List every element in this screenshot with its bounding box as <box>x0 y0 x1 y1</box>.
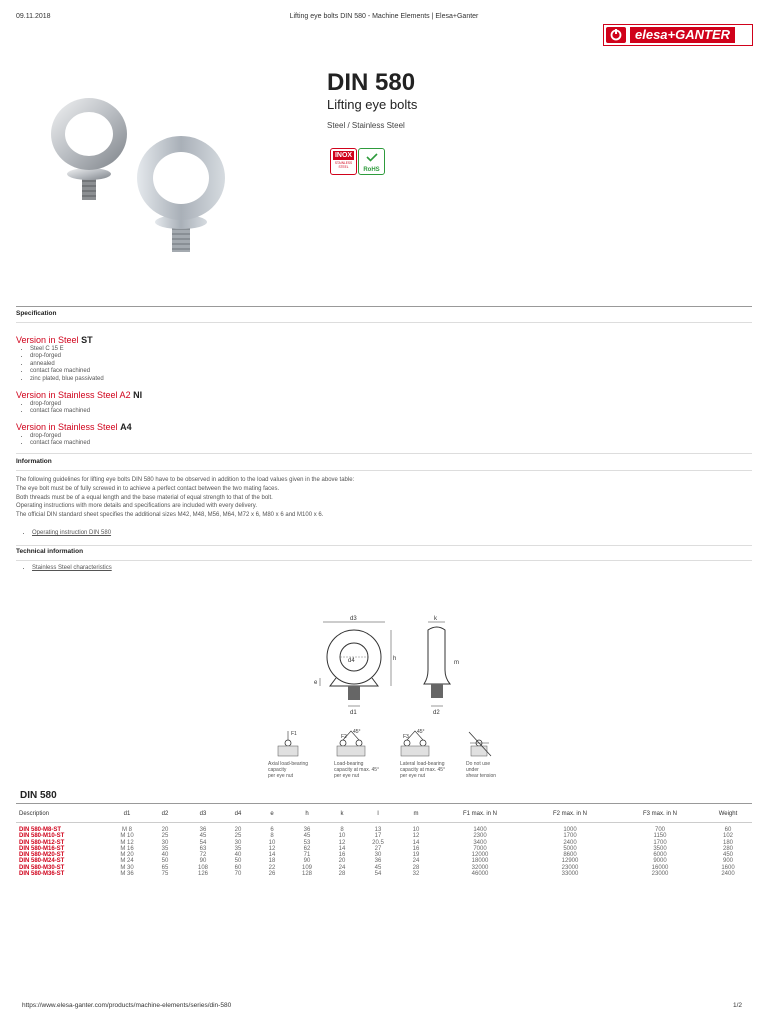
table-cell: 12 <box>268 845 276 852</box>
list-item: • drop-forged <box>30 433 90 440</box>
table-cell: 24 <box>412 858 420 865</box>
table-cell: 25 <box>161 833 169 840</box>
logo-text: elesa+GANTER <box>630 27 735 43</box>
version-a2-list <box>20 401 90 416</box>
table-cell: 280 <box>722 845 733 852</box>
dim-d3: d3 <box>350 616 357 622</box>
logo-icon <box>606 27 626 43</box>
table-cell: 126 <box>197 871 208 878</box>
table-cell: 36 <box>303 827 311 833</box>
divider <box>16 306 752 307</box>
table-cell: 71 <box>303 852 311 859</box>
operating-instruction-link[interactable]: Operating instruction DIN 580 <box>32 530 112 536</box>
info-line: Operating instructions with more details and specifications are included with every delivery. <box>16 503 258 510</box>
table-cell: 50 <box>161 858 169 865</box>
list-item: • annealed <box>30 361 104 368</box>
table-cell: 6000 <box>653 852 667 859</box>
col-d1: d1 <box>108 806 146 823</box>
info-line: The official DIN standard sheet specifies the additional sizes M42, M48, M56, M64, M72 x 6, M80 x 6 and M100 x 6. <box>16 512 324 519</box>
table-cell: 17 <box>374 833 382 840</box>
divider <box>16 322 752 323</box>
dim-k: k <box>434 616 437 622</box>
col-f2: F2 max. in N <box>524 806 616 823</box>
col-d3: d3 <box>184 806 222 823</box>
table-cell: 63 <box>199 845 207 852</box>
technical-links <box>22 565 112 572</box>
table-cell-description[interactable]: DIN 580-M16-ST <box>19 845 65 852</box>
col-k: k <box>324 806 360 823</box>
table-cell: 14 <box>268 852 276 859</box>
technical-drawing <box>300 612 480 722</box>
table-cell: 54 <box>374 871 382 878</box>
list-item: • Steel C 15 E <box>30 346 104 353</box>
info-line: The following guidelines for lifting eye bolts DIN 580 have to be observed in addition to the load values given in the above table: <box>16 477 355 483</box>
table-cell: 12900 <box>561 858 579 865</box>
specification-heading: Specification <box>16 310 57 317</box>
dim-d1: d1 <box>350 710 357 716</box>
table-cell: 9000 <box>653 858 667 865</box>
table-cell: 1700 <box>563 833 577 840</box>
product-image <box>30 90 250 260</box>
table-cell: 32 <box>412 871 420 878</box>
table-cell: 20 <box>234 827 242 833</box>
dimensions-table <box>16 806 752 877</box>
table-cell: 180 <box>722 839 733 846</box>
divider <box>16 803 752 804</box>
table-cell: 25 <box>234 833 242 840</box>
load-diagrams <box>265 728 515 760</box>
inox-badge-label: INOX <box>334 152 353 159</box>
inox-badge-sub: STAINLESS STEEL <box>334 161 353 169</box>
table-cell: 36 <box>374 858 382 865</box>
table-cell: M 24 <box>120 858 134 865</box>
table-row <box>16 823 752 834</box>
table-cell: 109 <box>301 864 312 871</box>
product-name: Lifting eye bolts <box>327 97 418 112</box>
table-cell: M 16 <box>120 845 134 852</box>
table-cell: M 8 <box>121 827 132 833</box>
table-cell: 36 <box>199 827 207 833</box>
table-cell: 19 <box>412 852 420 859</box>
divider <box>16 545 752 546</box>
table-header-row <box>16 806 752 823</box>
dim-d4: d4 <box>348 658 355 664</box>
table-cell: 65 <box>161 864 169 871</box>
table-cell: 45 <box>374 864 382 871</box>
table-cell-description[interactable]: DIN 580-M12-ST <box>19 839 65 846</box>
table-cell: 28 <box>412 864 420 871</box>
table-cell: 3500 <box>653 845 667 852</box>
table-cell: 35 <box>161 845 169 852</box>
table-cell: 40 <box>234 852 242 859</box>
technical-heading: Technical information <box>16 548 84 555</box>
brand-logo[interactable] <box>603 24 753 46</box>
list-item: • drop-forged <box>30 353 104 360</box>
table-cell: 14 <box>338 845 346 852</box>
col-h: h <box>290 806 324 823</box>
force-f3: F3 <box>403 734 409 740</box>
table-cell: 75 <box>161 871 169 878</box>
information-links <box>22 530 111 537</box>
table-cell: 60 <box>724 827 732 833</box>
divider <box>16 470 752 471</box>
table-cell: 27 <box>374 845 382 852</box>
table-cell: 16 <box>338 852 346 859</box>
rohs-badge <box>358 148 385 175</box>
table-cell: 7000 <box>473 845 487 852</box>
version-a2-title: Version in Stainless Steel A2 NI <box>16 390 143 400</box>
table-cell: 30 <box>234 839 242 846</box>
table-cell: 72 <box>199 852 207 859</box>
table-cell: 16000 <box>651 864 669 871</box>
table-cell: 90 <box>199 858 207 865</box>
table-cell: 53 <box>303 839 311 846</box>
list-item: • contact face machined <box>30 440 90 447</box>
table-cell: 20 <box>161 827 169 833</box>
table-cell: 1000 <box>563 827 577 833</box>
angle-label: 45° <box>353 729 361 735</box>
divider <box>16 560 752 561</box>
force-f1: F1 <box>291 731 297 737</box>
table-cell: 20 <box>338 858 346 865</box>
force-f2: F2 <box>341 734 347 740</box>
list-item <box>32 565 112 572</box>
version-steel-title: Version in Steel ST <box>16 335 93 345</box>
col-d4: d4 <box>222 806 254 823</box>
table-cell: 40 <box>161 852 169 859</box>
table-cell: 102 <box>722 833 733 840</box>
table-cell: 18 <box>268 858 276 865</box>
table-cell: 13 <box>374 827 382 833</box>
table-cell: M 12 <box>120 839 134 846</box>
print-date: 09.11.2018 <box>16 13 51 20</box>
info-line: The eye bolt must be of fully screwed in to achieve a perfect contact between the two mating faces. <box>16 485 280 492</box>
table-cell: 45 <box>199 833 207 840</box>
table-cell-description[interactable]: DIN 580-M10-ST <box>19 833 65 840</box>
table-cell: 22 <box>268 864 276 871</box>
dim-e: e <box>314 680 318 686</box>
table-cell: 12 <box>338 839 346 846</box>
list-item: • drop-forged <box>30 401 90 408</box>
list-item: • zinc plated, blue passivated <box>30 376 104 383</box>
table-row <box>16 871 752 877</box>
table-cell: 1600 <box>721 864 735 871</box>
table-cell: 5000 <box>563 845 577 852</box>
table-cell: 20.5 <box>372 839 384 846</box>
table-cell: 60 <box>234 864 242 871</box>
dim-m: m <box>454 660 459 666</box>
version-steel-list <box>20 346 104 383</box>
divider <box>16 453 752 454</box>
table-cell: 1700 <box>653 839 667 846</box>
caption-45: Load-bearing capacity at max. 45° per eye nut <box>334 761 380 779</box>
product-material: Steel / Stainless Steel <box>327 121 405 130</box>
list-item <box>32 530 111 537</box>
caption-shear: Do not use under shear tension <box>466 761 497 779</box>
list-item: • contact face machined <box>30 368 104 375</box>
table-cell: 3400 <box>473 839 487 846</box>
table-cell: 10 <box>412 827 420 833</box>
inox-badge <box>330 148 357 175</box>
table-cell: 1150 <box>653 833 667 840</box>
table-cell: 12 <box>412 833 420 840</box>
table-cell: 33000 <box>561 871 579 878</box>
table-cell: 50 <box>234 858 242 865</box>
table-cell: 8600 <box>563 852 577 859</box>
table-cell: 10 <box>268 839 276 846</box>
table-cell: 30 <box>161 839 169 846</box>
table-cell: 8 <box>340 827 344 833</box>
table-cell: 108 <box>197 864 208 871</box>
table-cell: 10 <box>338 833 346 840</box>
check-icon <box>366 153 378 162</box>
table-cell: 18000 <box>471 858 489 865</box>
footer-page-number: 1/2 <box>733 1002 743 1009</box>
table-cell: 70 <box>234 871 242 878</box>
rohs-badge-label: RoHS <box>363 167 380 173</box>
table-cell-description[interactable]: DIN 580-M30-ST <box>19 864 65 871</box>
version-a4-title: Version in Stainless Steel A4 <box>16 422 132 432</box>
table-cell: 2400 <box>563 839 577 846</box>
col-f1: F1 max. in N <box>436 806 524 823</box>
table-cell: M 20 <box>120 852 134 859</box>
caption-lateral: Lateral load-bearing capacity at max. 45° per eye nut <box>400 761 446 779</box>
angle-label: 45° <box>417 729 425 735</box>
table-cell: 30 <box>374 852 382 859</box>
product-code-title: DIN 580 <box>327 69 416 96</box>
table-cell: 900 <box>722 858 733 865</box>
dim-d2: d2 <box>433 710 440 716</box>
table-cell: 28 <box>338 871 346 878</box>
table-cell: 46000 <box>471 871 489 878</box>
caption-axial: Axial load-bearing capacity per eye nut <box>268 761 309 779</box>
print-page-title: Lifting eye bolts DIN 580 - Machine Elements | Elesa+Ganter <box>289 13 479 20</box>
col-d2: d2 <box>146 806 184 823</box>
col-f3: F3 max. in N <box>616 806 704 823</box>
table-cell: 35 <box>234 845 242 852</box>
col-l: l <box>360 806 396 823</box>
table-cell-description[interactable]: DIN 580-M24-ST <box>19 858 65 865</box>
table-cell-description[interactable]: DIN 580-M20-ST <box>19 852 65 859</box>
table-cell: 23000 <box>651 871 669 878</box>
table-cell: 1400 <box>473 827 487 833</box>
col-weight: Weight <box>704 806 752 823</box>
table-cell: M 10 <box>120 833 134 840</box>
table-cell: 8 <box>270 833 274 840</box>
table-cell: 90 <box>303 858 311 865</box>
col-m: m <box>396 806 436 823</box>
col-description: Description <box>16 806 108 823</box>
information-text <box>16 476 716 520</box>
list-item: • contact face machined <box>30 408 90 415</box>
table-cell: 54 <box>199 839 207 846</box>
version-a4-list <box>20 433 90 448</box>
table-cell: 450 <box>722 852 733 859</box>
table-cell: 62 <box>303 845 311 852</box>
table-cell: 32000 <box>471 864 489 871</box>
table-cell: 16 <box>412 845 420 852</box>
table-cell: 26 <box>268 871 276 878</box>
info-line: Both threads must be of a equal length and the base material of equal strength to that of the bolt. <box>16 494 273 501</box>
table-cell: 6 <box>270 827 274 833</box>
footer-url[interactable]: https://www.elesa-ganter.com/products/machine-elements/series/din-580 <box>22 1002 232 1009</box>
table-cell: 700 <box>654 827 665 833</box>
col-e: e <box>254 806 290 823</box>
dim-h: h <box>393 656 397 662</box>
table-cell: 128 <box>301 871 312 878</box>
table-cell: M 30 <box>120 864 134 871</box>
information-heading: Information <box>16 458 52 465</box>
table-cell: 45 <box>303 833 311 840</box>
table-cell: 24 <box>338 864 346 871</box>
table-cell: 12000 <box>471 852 489 859</box>
table-cell: 14 <box>412 839 420 846</box>
table-title: DIN 580 <box>20 790 57 801</box>
table-cell: 2300 <box>473 833 487 840</box>
stainless-steel-link[interactable]: Stainless Steel characteristics <box>32 565 112 571</box>
table-cell-description[interactable]: DIN 580-M36-ST <box>19 871 65 878</box>
table-cell-description[interactable]: DIN 580-M8-ST <box>19 827 62 833</box>
table-cell: 23000 <box>561 864 579 871</box>
table-cell: M 36 <box>120 871 134 878</box>
table-cell: 2400 <box>721 871 735 878</box>
